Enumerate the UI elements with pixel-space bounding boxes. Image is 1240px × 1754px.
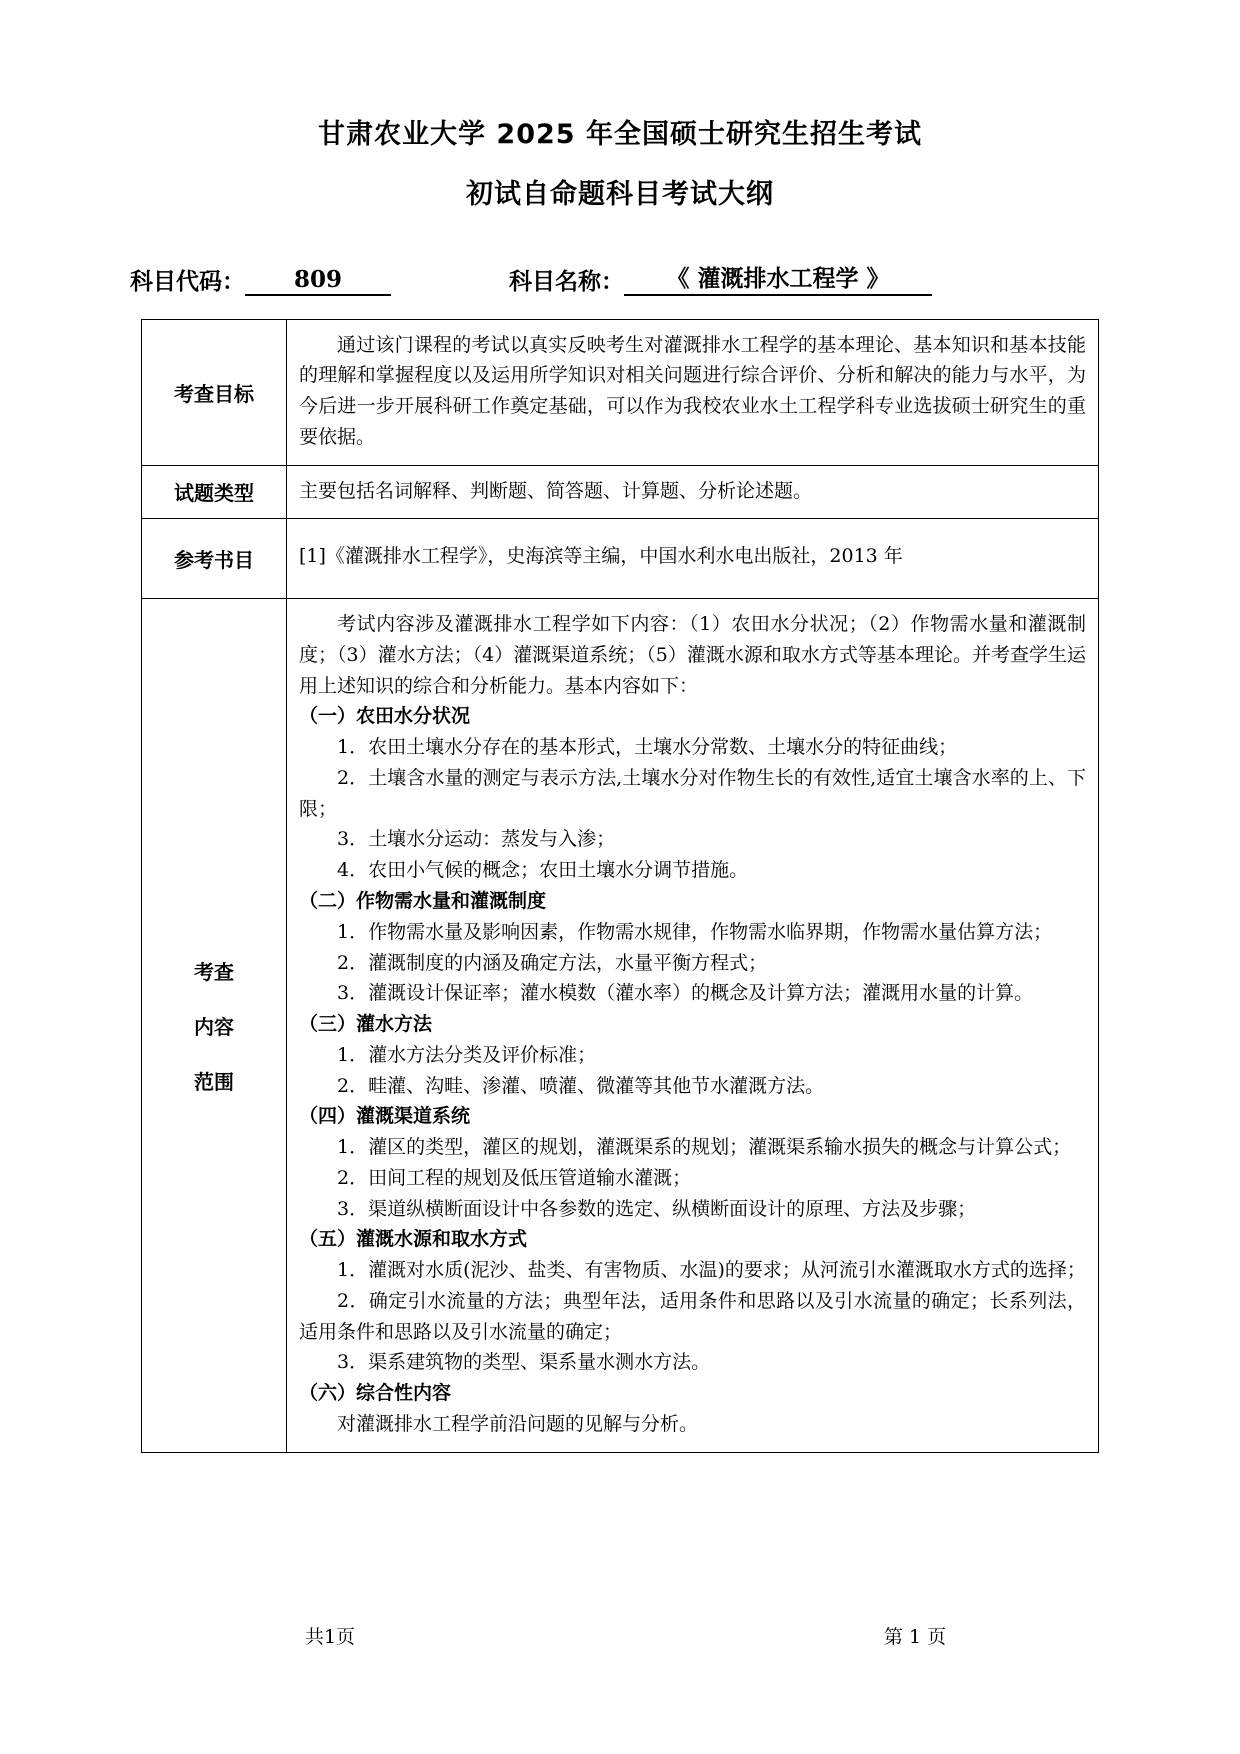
scope-section-item: 3．渠道纵横断面设计中各参数的选定、纵横断面设计的原理、方法及步骤； — [337, 1197, 977, 1220]
subject-name-group — [509, 260, 932, 296]
scope-section-item: 1．作物需水量及影响因素，作物需水规律，作物需水临界期，作物需水量估算方法； — [337, 920, 1053, 943]
document-header — [0, 0, 1240, 212]
row-label-objective: 考查目标 — [142, 319, 287, 465]
row-label-question-types: 试题类型 — [142, 465, 287, 519]
row-content-scope — [287, 599, 1099, 1453]
scope-section-item: 1．灌区的类型，灌区的规划，灌溉渠系的规划；灌溉渠系输水损失的概念与计算公式； — [337, 1136, 1072, 1159]
table-row-question-types — [142, 465, 1099, 519]
row-content-references — [287, 519, 1099, 599]
scope-section-item: 2．田间工程的规划及低压管道输水灌溉； — [337, 1166, 692, 1189]
table-row-references — [142, 519, 1099, 599]
scope-section-item: 3．渠系建筑物的类型、渠系量水测水方法。 — [337, 1351, 711, 1374]
scope-sections — [299, 701, 1086, 1439]
scope-section-item: 2．灌溉制度的内涵及确定方法，水量平衡方程式； — [337, 951, 768, 974]
subject-code-group — [130, 263, 391, 296]
scope-section-item: 1．农田土壤水分存在的基本形式，土壤水分常数、土壤水分的特征曲线； — [337, 736, 958, 759]
scope-section-item: 3．土壤水分运动：蒸发与入渗； — [337, 828, 616, 851]
subject-code-label: 科目代码： — [130, 267, 245, 295]
scope-section-item: 2．确定引水流量的方法；典型年法，适用条件和思路以及引水流量的确定；长系列法，适用条件和思路以及引水流量的确定； — [299, 1289, 1086, 1343]
scope-section-item: 1．灌水方法分类及评价标准； — [337, 1043, 597, 1066]
row-label-references: 参考书目 — [142, 519, 287, 599]
scope-section-item: 2．土壤含水量的测定与表示方法,土壤水分对作物生长的有效性,适宜土壤含水率的上、下限； — [299, 766, 1086, 820]
objective-paragraph: 通过该门课程的考试以真实反映考生对灌溉排水工程学的基本理论、基本知识和基本技能的理解和掌握程度以及运用所学知识对相关问题进行综合评价、分析和解决的能力与水平，为今后进一步开展科研工作奠定基础，可以作为我校农业水土工程学科专业选拔硕士研究生的重要依据。 — [299, 333, 1086, 448]
row-content-objective — [287, 319, 1099, 465]
row-label-scope — [142, 599, 287, 1453]
table-row-objective — [142, 319, 1099, 465]
scope-section-heading: （一）农田水分状况 — [299, 705, 471, 728]
subject-name-value: 《 灌溉排水工程学 》 — [624, 260, 932, 296]
scope-section-heading: （二）作物需水量和灌溉制度 — [299, 889, 547, 912]
page-footer — [0, 1622, 1240, 1649]
scope-section-heading: （五）灌溉水源和取水方式 — [299, 1228, 528, 1251]
footer-page-number: 第 1 页 — [883, 1626, 947, 1648]
scope-section-heading: （三）灌水方法 — [299, 1013, 433, 1036]
row-content-question-types — [287, 465, 1099, 519]
references-paragraph: [1]《灌溉排水工程学》，史海滨等主编，中国水利水电出版社，2013 年 — [299, 545, 903, 568]
subject-code-value: 809 — [245, 266, 391, 296]
subject-name-label: 科目名称： — [509, 267, 624, 295]
row-label-scope-line-2: 内容 — [194, 1014, 234, 1039]
scope-section-item: 4．农田小气候的概念；农田土壤水分调节措施。 — [337, 859, 749, 882]
row-label-scope-line-1: 考查 — [194, 959, 234, 984]
document-title-line-2: 初试自命题科目考试大纲 — [466, 178, 774, 210]
row-label-scope-line-3: 范围 — [194, 1069, 234, 1094]
scope-section-item: 对灌溉排水工程学前沿问题的见解与分析。 — [337, 1413, 699, 1435]
document-title-line-1: 甘肃农业大学 2025 年全国硕士研究生招生考试 — [318, 119, 922, 150]
scope-section-heading: （四）灌溉渠道系统 — [299, 1105, 471, 1128]
footer-total-pages: 共1页 — [304, 1626, 356, 1648]
scope-section-heading: （六）综合性内容 — [299, 1382, 452, 1405]
scope-intro-paragraph: 考试内容涉及灌溉排水工程学如下内容：（1）农田水分状况；（2）作物需水量和灌溉制度；（3）灌水方法；（4）灌溉渠道系统；（5）灌溉水源和取水方式等基本理论。并考查学生运用上述知识的综合和分析能力。基本内容如下： — [299, 613, 1086, 697]
subject-info-row — [0, 260, 1240, 296]
table-row-scope — [142, 599, 1099, 1453]
scope-section-item: 2．畦灌、沟畦、渗灌、喷灌、微灌等其他节水灌溉方法。 — [337, 1074, 825, 1097]
question-types-paragraph: 主要包括名词解释、判断题、简答题、计算题、分析论述题。 — [299, 479, 813, 502]
scope-section-item: 1．灌溉对水质(泥沙、盐类、有害物质、水温)的要求；从河流引水灌溉取水方式的选择； — [337, 1259, 1086, 1282]
syllabus-table — [141, 319, 1099, 1453]
scope-section-item: 3．灌溉设计保证率；灌水模数（灌水率）的概念及计算方法；灌溉用水量的计算。 — [337, 982, 1034, 1005]
